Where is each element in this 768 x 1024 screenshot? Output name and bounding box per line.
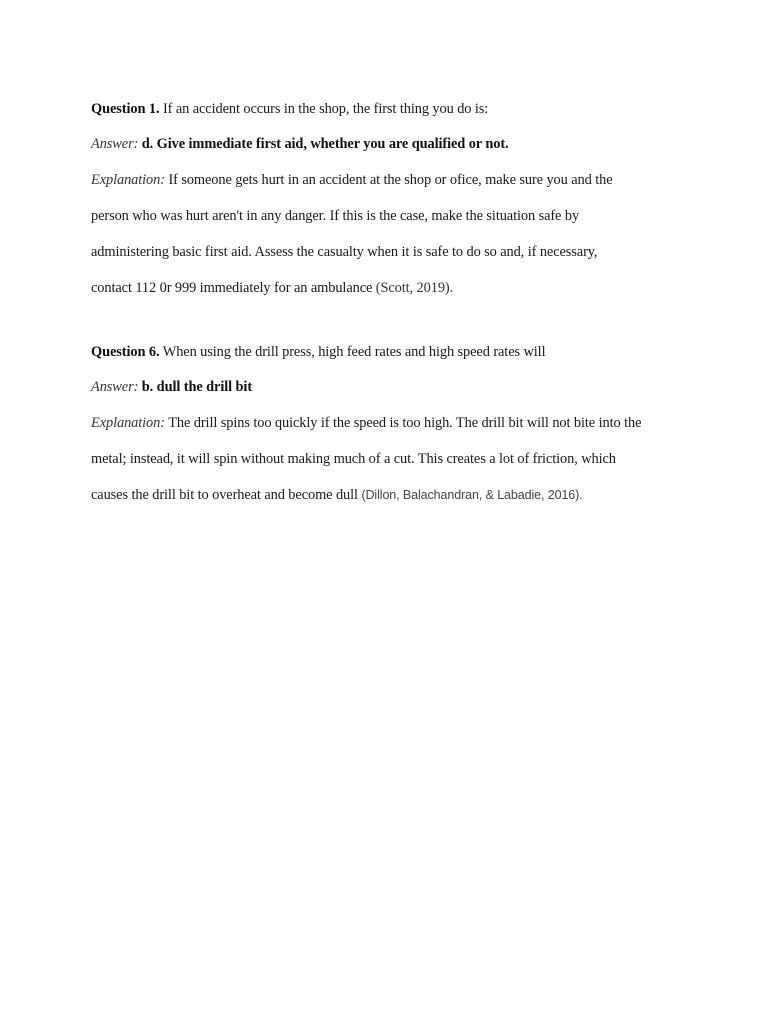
- question-1-block: [91, 92, 691, 306]
- explanation-6-label: Explanation:: [91, 415, 165, 431]
- answer-1-text: d. Give immediate first aid, whether you are qualified or not.: [141, 136, 509, 152]
- answer-6-line: [91, 370, 691, 405]
- answer-1-label: Answer:: [91, 136, 139, 152]
- explanation-1-line-4: [91, 270, 691, 306]
- explanation-6-line-2: metal; instead, it will spin without making much of a cut. This creates a lot of friction, which: [91, 451, 616, 467]
- question-6-label: Question 6.: [91, 344, 160, 360]
- question-6-line: [91, 335, 691, 370]
- citation-6: (Dillon, Balachandran, & Labadie, 2016).: [361, 488, 583, 502]
- question-6-text: When using the drill press, high feed rates and high speed rates will: [162, 344, 546, 360]
- citation-1: (Scott, 2019).: [375, 280, 454, 296]
- explanation-6-text-end: causes the drill bit to overheat and become dull: [91, 487, 358, 503]
- explanation-1-line-1: [91, 162, 691, 198]
- explanation-6-line-1: [91, 405, 691, 441]
- document-page: [91, 92, 691, 542]
- question-6-block: [91, 335, 691, 513]
- explanation-1-line-3: administering basic first aid. Assess the casualty when it is safe to do so and, if necessary,: [91, 244, 598, 260]
- explanation-6-text: The drill spins too quickly if the speed is too high. The drill bit will not bite into the: [168, 415, 642, 431]
- question-1-line: [91, 92, 691, 127]
- answer-6-text: b. dull the drill bit: [141, 379, 253, 395]
- explanation-6-line-3: [91, 477, 691, 513]
- explanation-1-text-end: contact 112 0r 999 immediately for an ambulance: [91, 280, 373, 296]
- explanation-1-text: If someone gets hurt in an accident at the shop or ofice, make sure you and the: [168, 172, 613, 188]
- question-1-label: Question 1.: [91, 101, 160, 117]
- explanation-1-line-2: person who was hurt aren't in any danger. If this is the case, make the situation safe by: [91, 208, 580, 224]
- question-1-text: If an accident occurs in the shop, the first thing you do is:: [162, 101, 489, 117]
- answer-6-label: Answer:: [91, 379, 139, 395]
- explanation-1-label: Explanation:: [91, 172, 165, 188]
- answer-1-line: [91, 127, 691, 162]
